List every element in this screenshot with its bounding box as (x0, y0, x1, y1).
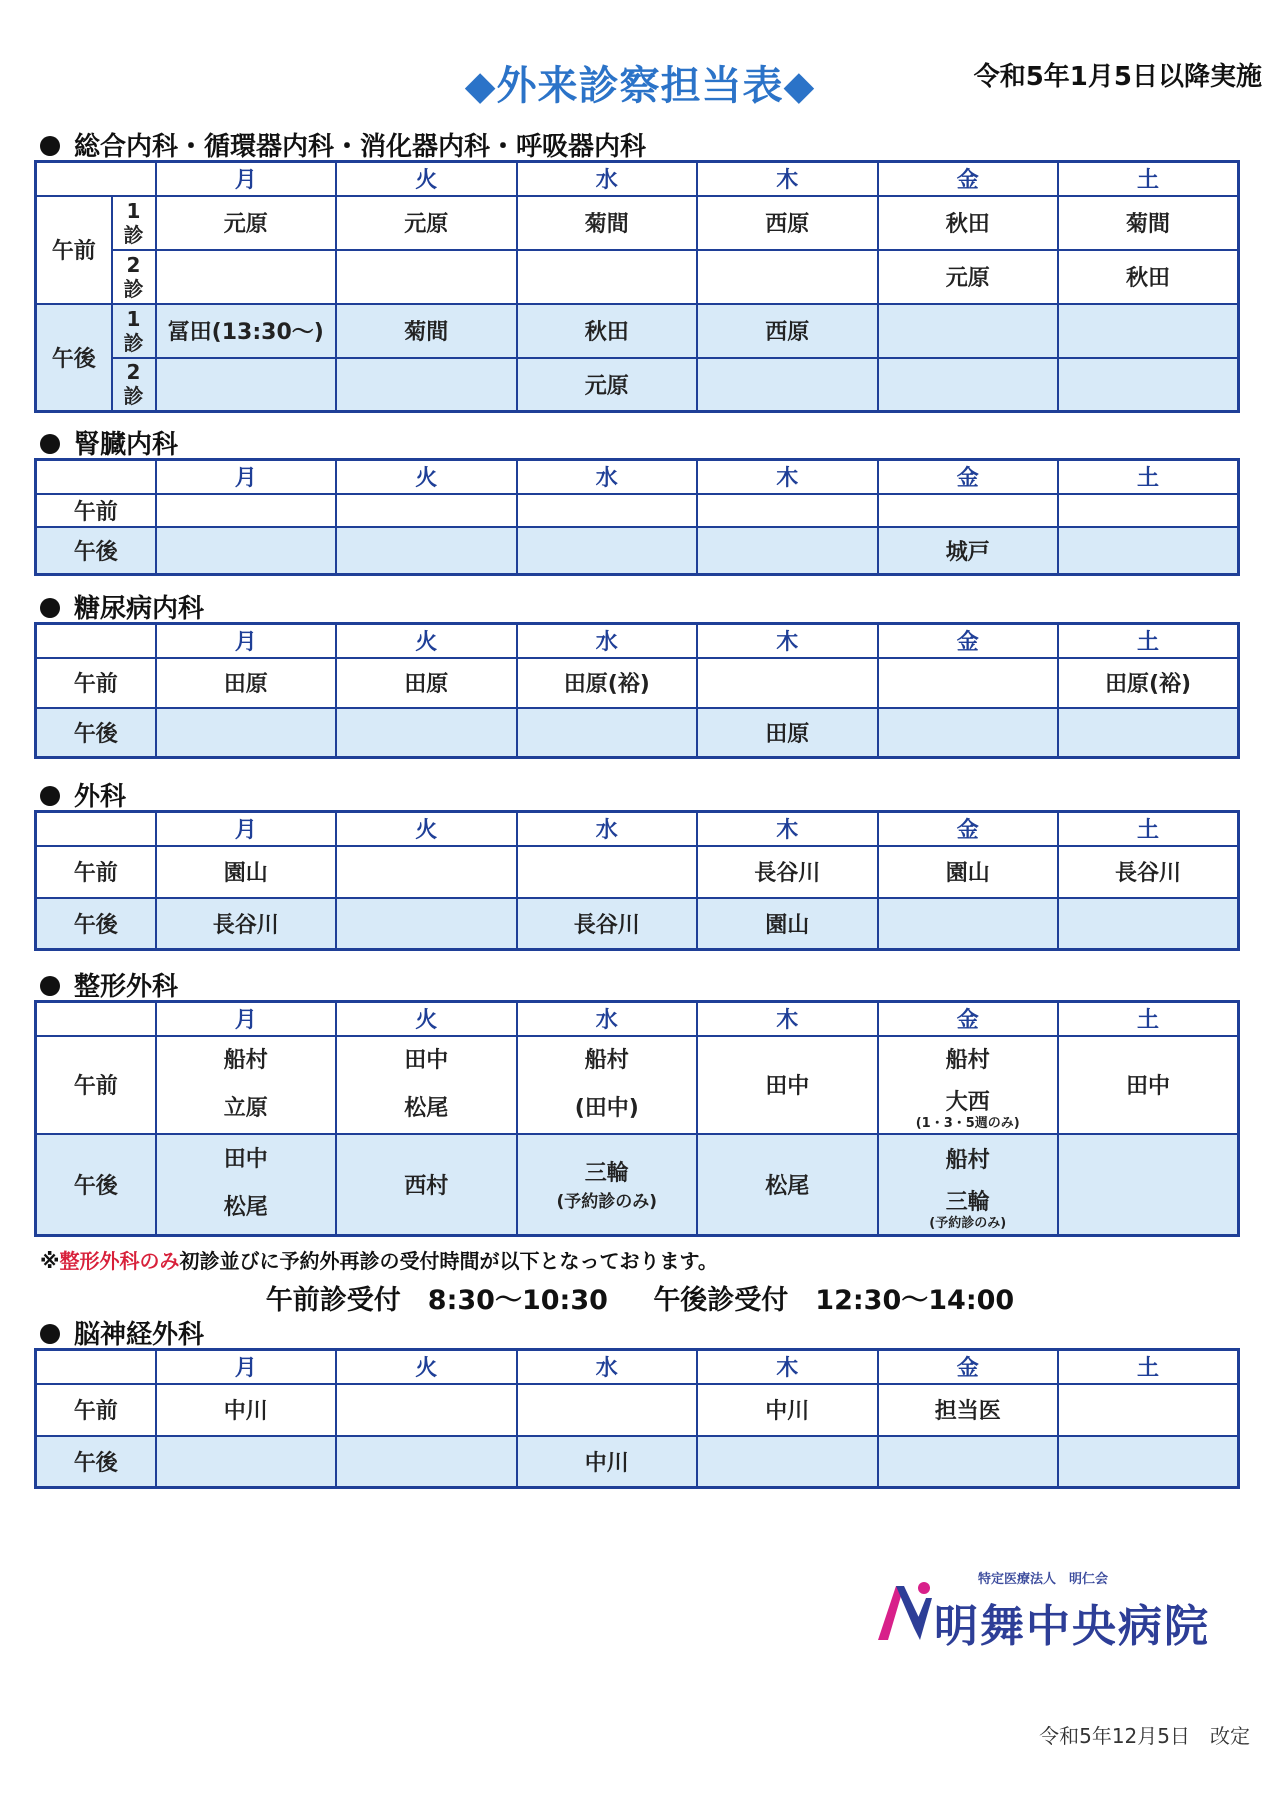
day-fri: 金 (878, 1002, 1059, 1036)
day-sat: 土 (1058, 460, 1239, 494)
section-heading-jinzo: 腎臓内科 (40, 424, 178, 461)
cell (1058, 304, 1239, 358)
pm2-row (36, 358, 1239, 412)
bullet-icon (40, 786, 60, 806)
cell: 西村 (336, 1134, 517, 1236)
cell: 園山 (156, 846, 337, 898)
cell (1058, 1384, 1239, 1436)
cell (336, 1436, 517, 1488)
cell: 長谷川 (517, 898, 698, 950)
am2-row (36, 250, 1239, 304)
day-tue: 火 (336, 1350, 517, 1384)
logo-subtitle: 特定医療法人 明仁会 (978, 1572, 1109, 1587)
cell (878, 358, 1059, 412)
day-header-row (36, 624, 1239, 658)
day-thu: 木 (697, 162, 878, 196)
bullet-icon (40, 136, 60, 156)
cell (878, 494, 1059, 527)
revision-date: 令和5年12月5日 改定 (1039, 1724, 1250, 1748)
pm-row (36, 898, 1239, 950)
cell: 船村 立原 (156, 1036, 337, 1134)
day-thu: 木 (697, 1350, 878, 1384)
day-header-row (36, 1002, 1239, 1036)
day-tue: 火 (336, 624, 517, 658)
effective-date: 令和5年1月5日以降実施 (973, 62, 1262, 92)
cell (336, 527, 517, 575)
am-row (36, 1384, 1239, 1436)
cell: 秋田 (1058, 250, 1239, 304)
day-mon: 月 (156, 624, 337, 658)
cell: 元原 (336, 196, 517, 250)
cell: 菊間 (1058, 196, 1239, 250)
day-fri: 金 (878, 162, 1059, 196)
cell (1058, 1436, 1239, 1488)
day-mon: 月 (156, 460, 337, 494)
cell (336, 898, 517, 950)
cell: 元原 (517, 358, 698, 412)
section-heading-naika: 総合内科・循環器内科・消化器内科・呼吸器内科 (40, 126, 646, 163)
pm-label: 午後 (36, 898, 156, 950)
pm-row (36, 708, 1239, 758)
day-fri: 金 (878, 1350, 1059, 1384)
cell (517, 250, 698, 304)
pm-row (36, 1436, 1239, 1488)
cell (878, 658, 1059, 708)
cell: 中川 (697, 1384, 878, 1436)
am-label: 午前 (36, 494, 156, 527)
cell (878, 898, 1059, 950)
day-sat: 土 (1058, 162, 1239, 196)
page-title: ◆外来診察担当表◆ (464, 63, 816, 109)
cell (1058, 708, 1239, 758)
slot1-label: 1 診 (112, 196, 156, 250)
cell (517, 494, 698, 527)
section-heading-noshinkei: 脳神経外科 (40, 1314, 204, 1351)
slot2-label: 2 診 (112, 358, 156, 412)
day-mon: 月 (156, 1350, 337, 1384)
day-sat: 土 (1058, 1002, 1239, 1036)
slot1-label: 1 診 (112, 304, 156, 358)
day-wed: 水 (517, 812, 698, 846)
note-highlight: 整形外科のみ (59, 1249, 180, 1273)
schedule-table-geka (34, 810, 1240, 951)
day-thu: 木 (697, 1002, 878, 1036)
day-tue: 火 (336, 812, 517, 846)
pm-label: 午後 (36, 1134, 156, 1236)
am-reception-hours: 午前診受付 8:30〜10:30 (265, 1285, 608, 1316)
am-label: 午前 (36, 1036, 156, 1134)
day-mon: 月 (156, 812, 337, 846)
cell: 園山 (878, 846, 1059, 898)
schedule-table-seikei (34, 1000, 1240, 1237)
cell (336, 494, 517, 527)
schedule-table-tonyo (34, 622, 1240, 759)
day-header-row (36, 460, 1239, 494)
am-label: 午前 (36, 658, 156, 708)
schedule-table-noshinkei (34, 1348, 1240, 1489)
cell (517, 708, 698, 758)
day-header-row (36, 1350, 1239, 1384)
schedule-table-naika (34, 160, 1240, 413)
cell: 元原 (878, 250, 1059, 304)
cell: 長谷川 (1058, 846, 1239, 898)
day-fri: 金 (878, 812, 1059, 846)
cell: 田中 松尾 (336, 1036, 517, 1134)
cell: 松尾 (697, 1134, 878, 1236)
am-label: 午前 (36, 196, 112, 304)
day-sat: 土 (1058, 812, 1239, 846)
cell: 長谷川 (697, 846, 878, 898)
cell: 長谷川 (156, 898, 337, 950)
am-row (36, 846, 1239, 898)
day-wed: 水 (517, 460, 698, 494)
cell: 担当医 (878, 1384, 1059, 1436)
cell (156, 527, 337, 575)
cell (697, 658, 878, 708)
pm-reception-hours: 午後診受付 12:30〜14:00 (653, 1285, 1015, 1316)
cell (1058, 1134, 1239, 1236)
cell: 園山 (697, 898, 878, 950)
cell: 船村 (田中) (517, 1036, 698, 1134)
am-label: 午前 (36, 1384, 156, 1436)
bullet-icon (40, 1324, 60, 1344)
cell (336, 846, 517, 898)
bullet-icon (40, 598, 60, 618)
pm-row (36, 1134, 1239, 1236)
day-header-row (36, 162, 1239, 196)
cell: 西原 (697, 196, 878, 250)
day-thu: 木 (697, 624, 878, 658)
cell (1058, 898, 1239, 950)
cell: 田中 (1058, 1036, 1239, 1134)
cell (697, 1436, 878, 1488)
cell (697, 527, 878, 575)
cell (156, 358, 337, 412)
pm-label: 午後 (36, 527, 156, 575)
cell: 秋田 (878, 196, 1059, 250)
am-row (36, 1036, 1239, 1134)
pm-label: 午後 (36, 304, 112, 412)
cell: 冨田(13:30〜) (156, 304, 337, 358)
day-tue: 火 (336, 460, 517, 494)
cell: 船村 大西 (1・3・5週のみ) (878, 1036, 1059, 1134)
cell (336, 1384, 517, 1436)
cell (517, 846, 698, 898)
bullet-icon (40, 434, 60, 454)
cell (336, 250, 517, 304)
cell: 田原(裕) (1058, 658, 1239, 708)
cell (878, 1436, 1059, 1488)
reception-hours (0, 1278, 1280, 1317)
cell: 田原(裕) (517, 658, 698, 708)
day-thu: 木 (697, 812, 878, 846)
pm1-row (36, 304, 1239, 358)
day-tue: 火 (336, 1002, 517, 1036)
am1-row (36, 196, 1239, 250)
cell: 三輪 (予約診のみ) (517, 1134, 698, 1236)
cell (156, 250, 337, 304)
cell (697, 358, 878, 412)
day-thu: 木 (697, 460, 878, 494)
day-header-row (36, 812, 1239, 846)
cell (517, 527, 698, 575)
slot2-label: 2 診 (112, 250, 156, 304)
cell (336, 708, 517, 758)
cell (878, 708, 1059, 758)
cell (697, 250, 878, 304)
cell: 元原 (156, 196, 337, 250)
pm-label: 午後 (36, 708, 156, 758)
cell (156, 494, 337, 527)
pm-row (36, 527, 1239, 575)
cell: 西原 (697, 304, 878, 358)
am-row (36, 494, 1239, 527)
day-sat: 土 (1058, 624, 1239, 658)
cell: 菊間 (336, 304, 517, 358)
day-wed: 水 (517, 1002, 698, 1036)
day-sat: 土 (1058, 1350, 1239, 1384)
section-heading-tonyo: 糖尿病内科 (40, 588, 204, 625)
cell: 田原 (156, 658, 337, 708)
cell: 田中 松尾 (156, 1134, 337, 1236)
cell (156, 1436, 337, 1488)
cell: 中川 (156, 1384, 337, 1436)
day-mon: 月 (156, 162, 337, 196)
day-tue: 火 (336, 162, 517, 196)
bullet-icon (40, 976, 60, 996)
day-fri: 金 (878, 460, 1059, 494)
cell: 田中 (697, 1036, 878, 1134)
am-row (36, 658, 1239, 708)
cell: 菊間 (517, 196, 698, 250)
cell (336, 358, 517, 412)
section-heading-geka: 外科 (40, 776, 126, 813)
day-mon: 月 (156, 1002, 337, 1036)
day-wed: 水 (517, 1350, 698, 1384)
hospital-name: 明舞中央病院 (934, 1601, 1210, 1652)
cell: 田原 (336, 658, 517, 708)
cell: 田原 (697, 708, 878, 758)
cell: 中川 (517, 1436, 698, 1488)
day-fri: 金 (878, 624, 1059, 658)
cell (517, 1384, 698, 1436)
cell: 船村 三輪 (予約診のみ) (878, 1134, 1059, 1236)
orthopedics-note: ※整形外科のみ初診並びに予約外再診の受付時間が以下となっております。 (40, 1249, 718, 1273)
cell (156, 708, 337, 758)
am-label: 午前 (36, 846, 156, 898)
cell (878, 304, 1059, 358)
cell (1058, 494, 1239, 527)
cell: 城戸 (878, 527, 1059, 575)
section-heading-seikei: 整形外科 (40, 966, 178, 1003)
cell (1058, 358, 1239, 412)
day-wed: 水 (517, 162, 698, 196)
cell (697, 494, 878, 527)
pm-label: 午後 (36, 1436, 156, 1488)
cell: 秋田 (517, 304, 698, 358)
cell (1058, 527, 1239, 575)
schedule-table-jinzo (34, 458, 1240, 576)
day-wed: 水 (517, 624, 698, 658)
